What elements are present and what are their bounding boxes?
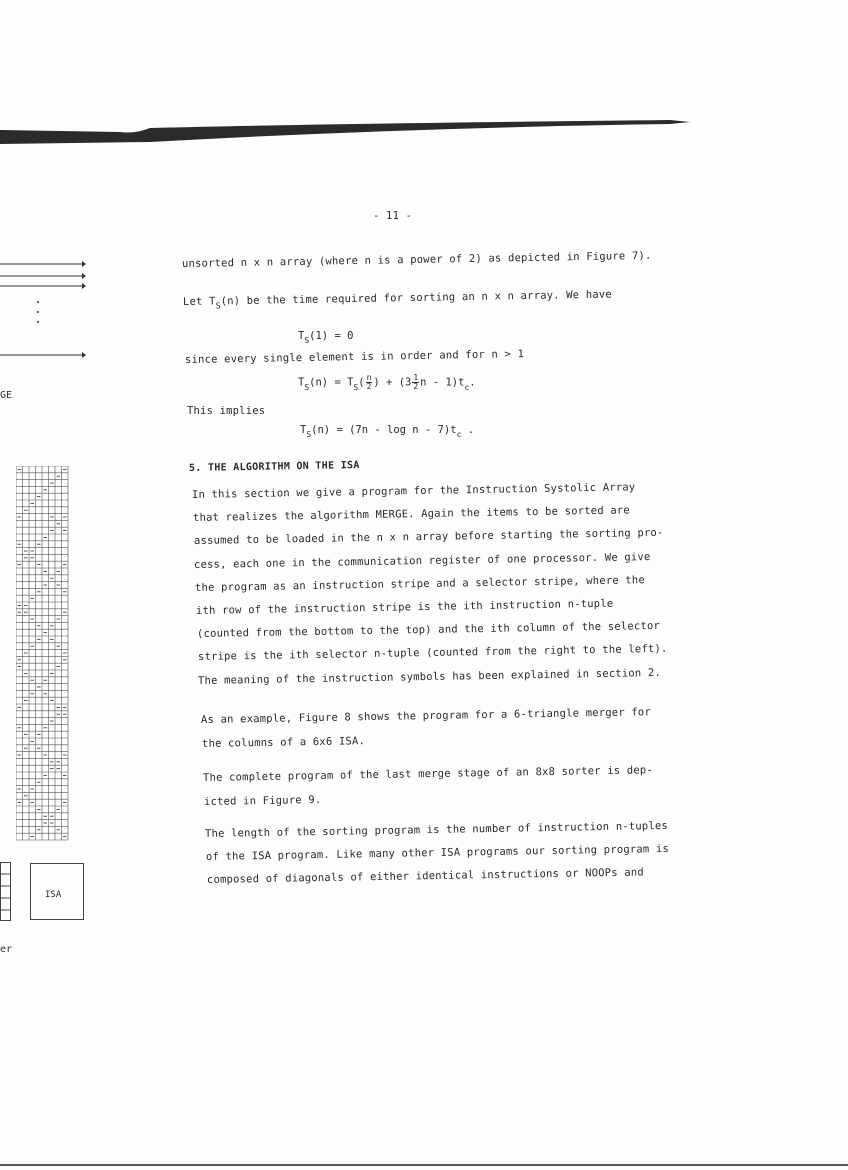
section-heading: 5. THE ALGORITHM ON THE ISA — [188, 460, 360, 474]
body-line: cess, each one in the communication register of one processor. We give — [194, 550, 651, 571]
figure-caption-fragment: GE — [0, 390, 13, 401]
length-line: composed of diagonals of either identical instructions or NOOPs and — [206, 866, 644, 886]
text-rest: (n) be the time required for sorting an n x n array. We have — [220, 288, 612, 308]
figure-7-fragment — [0, 258, 90, 362]
paragraph-line: unsorted n x n array (where n is a power of 2) as depicted in Figure 7). — [181, 249, 652, 270]
body-line: (counted from the bottom to the top) and the ith column of the selector — [196, 620, 660, 641]
length-line: of the ISA program. Like many other ISA programs our sorting program is — [205, 842, 669, 863]
binding-shadow — [0, 118, 690, 148]
paragraph-line: since every single element is in order and for n > 1 — [184, 348, 525, 366]
body-line: that realizes the algorithm MERGE. Again the items to be sorted are — [192, 504, 630, 525]
length-line: The length of the sorting program is the number of instruction n-tuples — [204, 819, 669, 840]
page-number: - 11 - — [373, 210, 413, 222]
selector-grid-fragment — [0, 862, 12, 922]
complete-line: icted in Figure 9. — [203, 793, 322, 808]
caption-fragment-er: er — [0, 944, 13, 955]
equation-ts1: $T_S(1) = 0$ — [298, 330, 354, 345]
body-line: The meaning of the instruction symbols has been explained in section 2. — [198, 666, 662, 687]
complete-line: The complete program of the last merge stage of an 8x8 sorter is dep- — [202, 764, 654, 784]
equation-result: $T_S(n) = (7n - \log n - 7)t_c$ . — [300, 424, 475, 439]
page-bottom-edge — [0, 1164, 848, 1166]
paragraph-line: This implies — [187, 405, 266, 417]
instruction-stripe-grid — [16, 466, 70, 846]
body-line: In this section we give a program for the Instruction Systolic Array — [191, 481, 636, 501]
body-line: ith row of the instruction stripe is the ith instruction n-tuple — [195, 597, 614, 617]
body-line: assumed to be loaded in the n x n array before starting the sorting pro- — [193, 527, 664, 548]
paragraph-line: Let $T_S(n)$ be the time required for sorting an n x n array. We have — [182, 288, 612, 311]
body-line: the program as an instruction stripe and a selector stripe, where the — [195, 573, 646, 594]
isa-label: ISA — [45, 890, 62, 900]
body-line: stripe is the ith selector n-tuple (counted from the right to the left). — [197, 643, 668, 664]
equation-recurrence: $T_S(n) = T_S$( $\frac{n}{2}$ ) + (3 $\frac{1}{2}$ n - $1)t_c$. — [298, 373, 476, 392]
example-line: the columns of a 6x6 ISA. — [201, 735, 365, 750]
example-line: As an example, Figure 8 shows the program for a 6-triangle merger for — [200, 706, 652, 726]
